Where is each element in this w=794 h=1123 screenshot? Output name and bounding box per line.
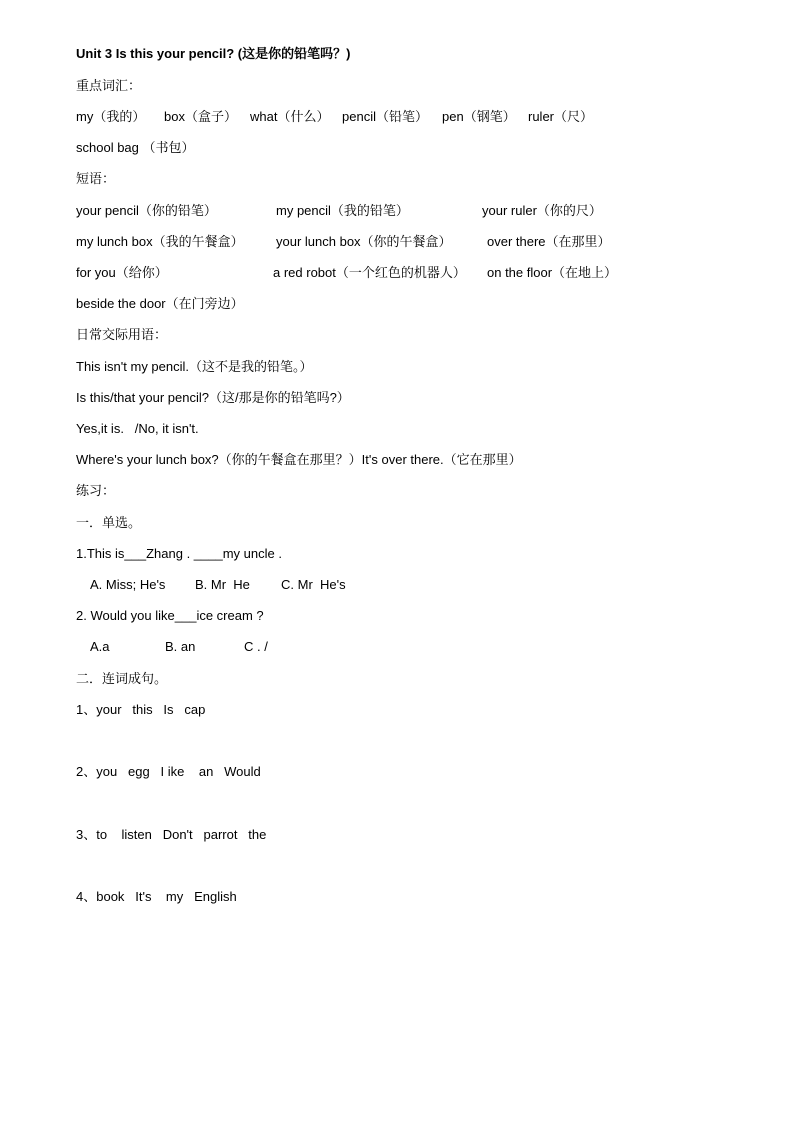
phrase-item: my pencil（我的铅笔） bbox=[276, 203, 409, 218]
expression-line: This isn't my pencil.（这不是我的铅笔。） bbox=[76, 359, 313, 374]
question-1: 1.This is___Zhang . ____my uncle . bbox=[76, 546, 282, 561]
scrambled-sentence: 1、your this Is cap bbox=[76, 702, 206, 717]
phrase-item: for you（给你） bbox=[76, 265, 168, 280]
phrase-item: over there（在那里） bbox=[487, 234, 611, 249]
expression-line: Is this/that your pencil?（这/那是你的铅笔吗?） bbox=[76, 390, 350, 405]
document-title: Unit 3 Is this your pencil? (这是你的铅笔吗？) bbox=[76, 46, 351, 61]
scrambled-sentence: 2、you egg I ike an Would bbox=[76, 764, 261, 779]
option-c: C . / bbox=[244, 639, 268, 654]
expression-line: Where's your lunch box?（你的午餐盒在那里？）It's over there.（它在那里） bbox=[76, 452, 522, 467]
phrases-row-4: beside the door（在门旁边） bbox=[76, 296, 244, 311]
option-b: B. Mr He bbox=[195, 577, 250, 592]
phrase-item: my lunch box（我的午餐盒） bbox=[76, 234, 244, 249]
phrase-item: a red robot（一个红色的机器人） bbox=[273, 265, 466, 280]
question-2-options bbox=[90, 639, 790, 655]
expression-line: Yes,it is. /No, it isn't. bbox=[76, 421, 199, 436]
phrase-item: on the floor（在地上） bbox=[487, 265, 618, 280]
vocab-row-2: school bag （书包） bbox=[76, 140, 195, 155]
section-1-heading: 一．单选。 bbox=[76, 515, 142, 530]
option-b: B. an bbox=[165, 639, 196, 654]
vocab-item: what（什么） bbox=[250, 109, 330, 124]
option-a: A. Miss; He's bbox=[90, 577, 166, 592]
question-2: 2. Would you like___ice cream ? bbox=[76, 608, 264, 623]
vocab-heading: 重点词汇： bbox=[76, 78, 142, 93]
phrases-row-3 bbox=[76, 265, 776, 281]
practice-heading: 练习： bbox=[76, 483, 116, 498]
vocab-item: ruler（尺） bbox=[528, 109, 594, 124]
scrambled-sentence: 4、book It's my English bbox=[76, 889, 237, 904]
phrases-row-2 bbox=[76, 234, 776, 250]
phrase-item: your ruler（你的尺） bbox=[482, 203, 602, 218]
phrase-item: your pencil（你的铅笔） bbox=[76, 203, 217, 218]
vocab-row-1 bbox=[76, 109, 776, 125]
phrases-row-1 bbox=[76, 203, 776, 219]
option-c: C. Mr He's bbox=[281, 577, 346, 592]
option-a: A.a bbox=[90, 639, 110, 654]
vocab-item: pencil（铅笔） bbox=[342, 109, 428, 124]
section-2-heading: 二．连词成句。 bbox=[76, 671, 168, 686]
phrases-heading: 短语： bbox=[76, 171, 116, 186]
phrase-item: your lunch box（你的午餐盒） bbox=[276, 234, 452, 249]
vocab-item: box（盒子） bbox=[164, 109, 237, 124]
scrambled-sentence: 3、to listen Don't parrot the bbox=[76, 827, 267, 842]
expressions-heading: 日常交际用语： bbox=[76, 327, 168, 342]
vocab-item: my（我的） bbox=[76, 109, 146, 124]
question-1-options bbox=[90, 577, 790, 593]
vocab-item: pen（钢笔） bbox=[442, 109, 516, 124]
